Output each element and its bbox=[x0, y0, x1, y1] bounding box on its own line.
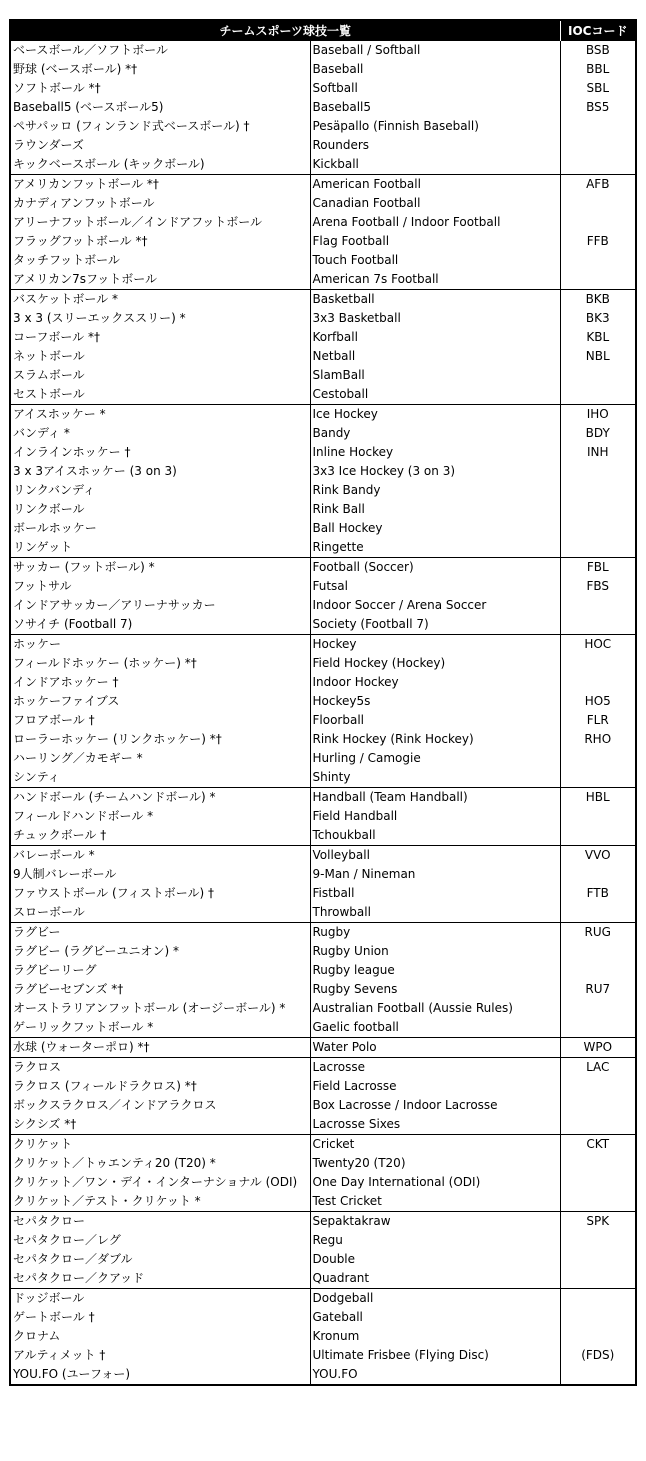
table-row bbox=[10, 1308, 636, 1327]
english-name-cell: Bandy bbox=[310, 424, 560, 443]
table-row bbox=[10, 405, 636, 425]
table-row bbox=[10, 538, 636, 558]
english-name-cell: Floorball bbox=[310, 711, 560, 730]
table-row bbox=[10, 980, 636, 999]
english-name-cell: Football (Soccer) bbox=[310, 558, 560, 578]
table-row bbox=[10, 443, 636, 462]
japanese-name-cell: ホッケー bbox=[10, 635, 310, 655]
table-row bbox=[10, 1231, 636, 1250]
table-row bbox=[10, 1346, 636, 1365]
english-name-cell: Double bbox=[310, 1250, 560, 1269]
english-name-cell: Society (Football 7) bbox=[310, 615, 560, 635]
ioc-code-cell bbox=[560, 500, 636, 519]
table-row bbox=[10, 1135, 636, 1155]
sports-table bbox=[9, 19, 637, 1386]
japanese-name-cell: ラクロス (フィールドラクロス) *† bbox=[10, 1077, 310, 1096]
ioc-code-cell bbox=[560, 136, 636, 155]
ioc-code-cell: IHO bbox=[560, 405, 636, 425]
ioc-code-header: IOCコード bbox=[560, 20, 636, 41]
table-row bbox=[10, 1269, 636, 1289]
ioc-code-cell bbox=[560, 942, 636, 961]
japanese-name-cell: クリケット bbox=[10, 1135, 310, 1155]
ioc-code-cell: SBL bbox=[560, 79, 636, 98]
english-name-cell: 3x3 Ice Hockey (3 on 3) bbox=[310, 462, 560, 481]
ioc-code-cell bbox=[560, 1115, 636, 1135]
table-row bbox=[10, 328, 636, 347]
japanese-name-cell: フラッグフットボール *† bbox=[10, 232, 310, 251]
japanese-name-cell: ゲートボール † bbox=[10, 1308, 310, 1327]
english-name-cell: Rugby league bbox=[310, 961, 560, 980]
ioc-code-cell: BSB bbox=[560, 41, 636, 60]
japanese-name-cell: ソサイチ (Football 7) bbox=[10, 615, 310, 635]
ioc-code-cell: BS5 bbox=[560, 98, 636, 117]
english-name-cell: Rounders bbox=[310, 136, 560, 155]
ioc-code-cell bbox=[560, 1365, 636, 1385]
japanese-name-cell: クロナム bbox=[10, 1327, 310, 1346]
english-name-cell: Kronum bbox=[310, 1327, 560, 1346]
english-name-cell: SlamBall bbox=[310, 366, 560, 385]
ioc-code-cell bbox=[560, 1269, 636, 1289]
english-name-cell: Baseball / Softball bbox=[310, 41, 560, 60]
ioc-code-cell bbox=[560, 270, 636, 290]
english-name-cell: Rugby Sevens bbox=[310, 980, 560, 999]
table-row bbox=[10, 232, 636, 251]
japanese-name-cell: 9人制バレーボール bbox=[10, 865, 310, 884]
japanese-name-cell: フィールドハンドボール * bbox=[10, 807, 310, 826]
ioc-code-cell: HO5 bbox=[560, 692, 636, 711]
japanese-name-cell: インドアサッカー／アリーナサッカー bbox=[10, 596, 310, 615]
english-name-cell: Test Cricket bbox=[310, 1192, 560, 1212]
japanese-name-cell: クリケット／トゥエンティ20 (T20) * bbox=[10, 1154, 310, 1173]
japanese-name-cell: フロアボール † bbox=[10, 711, 310, 730]
table-row bbox=[10, 500, 636, 519]
english-name-cell: Twenty20 (T20) bbox=[310, 1154, 560, 1173]
japanese-name-cell: ベースボール／ソフトボール bbox=[10, 41, 310, 60]
ioc-code-cell bbox=[560, 519, 636, 538]
english-name-cell: Ice Hockey bbox=[310, 405, 560, 425]
japanese-name-cell: コーフボール *† bbox=[10, 328, 310, 347]
ioc-code-cell: VVO bbox=[560, 846, 636, 866]
header-row bbox=[10, 20, 636, 41]
japanese-name-cell: YOU.FO (ユーフォー) bbox=[10, 1365, 310, 1385]
table-row bbox=[10, 270, 636, 290]
japanese-name-cell: キックベースボール (キックボール) bbox=[10, 155, 310, 175]
english-name-cell: Quadrant bbox=[310, 1269, 560, 1289]
table-row bbox=[10, 98, 636, 117]
table-row bbox=[10, 290, 636, 310]
ioc-code-cell bbox=[560, 1154, 636, 1173]
japanese-name-cell: シクシズ *† bbox=[10, 1115, 310, 1135]
english-name-cell: Hockey5s bbox=[310, 692, 560, 711]
ioc-code-cell bbox=[560, 768, 636, 788]
japanese-name-cell: シンティ bbox=[10, 768, 310, 788]
japanese-name-cell: スラムボール bbox=[10, 366, 310, 385]
table-row bbox=[10, 1058, 636, 1078]
japanese-name-cell: ホッケーファイブス bbox=[10, 692, 310, 711]
japanese-name-cell: ボックスラクロス／インドアラクロス bbox=[10, 1096, 310, 1115]
english-name-cell: Touch Football bbox=[310, 251, 560, 270]
japanese-name-cell: ラグビーセブンズ *† bbox=[10, 980, 310, 999]
table-row bbox=[10, 1212, 636, 1232]
english-name-cell: Rugby bbox=[310, 923, 560, 943]
ioc-code-cell bbox=[560, 596, 636, 615]
ioc-code-cell bbox=[560, 999, 636, 1018]
japanese-name-cell: 3 x 3アイスホッケー (3 on 3) bbox=[10, 462, 310, 481]
table-row bbox=[10, 481, 636, 500]
japanese-name-cell: 野球 (ベースボール) *† bbox=[10, 60, 310, 79]
japanese-name-cell: フィールドホッケー (ホッケー) *† bbox=[10, 654, 310, 673]
english-name-cell: Ringette bbox=[310, 538, 560, 558]
table-row bbox=[10, 175, 636, 195]
ioc-code-cell: FTB bbox=[560, 884, 636, 903]
japanese-name-cell: ソフトボール *† bbox=[10, 79, 310, 98]
japanese-name-cell: ゲーリックフットボール * bbox=[10, 1018, 310, 1038]
english-name-cell: Hockey bbox=[310, 635, 560, 655]
ioc-code-cell bbox=[560, 961, 636, 980]
table-row bbox=[10, 788, 636, 808]
english-name-cell: Field Hockey (Hockey) bbox=[310, 654, 560, 673]
english-name-cell: One Day International (ODI) bbox=[310, 1173, 560, 1192]
ioc-code-cell: KBL bbox=[560, 328, 636, 347]
ioc-code-cell bbox=[560, 865, 636, 884]
english-name-cell: Flag Football bbox=[310, 232, 560, 251]
table-row bbox=[10, 615, 636, 635]
table-row bbox=[10, 41, 636, 60]
ioc-code-cell: AFB bbox=[560, 175, 636, 195]
table-row bbox=[10, 942, 636, 961]
table-row bbox=[10, 60, 636, 79]
table-row bbox=[10, 136, 636, 155]
ioc-code-cell: BBL bbox=[560, 60, 636, 79]
japanese-name-cell: セパタクロー／ダブル bbox=[10, 1250, 310, 1269]
english-name-cell: 3x3 Basketball bbox=[310, 309, 560, 328]
ioc-code-cell: NBL bbox=[560, 347, 636, 366]
table-body bbox=[10, 41, 636, 1385]
table-row bbox=[10, 1018, 636, 1038]
table-row bbox=[10, 596, 636, 615]
ioc-code-cell bbox=[560, 1250, 636, 1269]
japanese-name-cell: ファウストボール (フィストボール) † bbox=[10, 884, 310, 903]
english-name-cell: YOU.FO bbox=[310, 1365, 560, 1385]
ioc-code-cell bbox=[560, 194, 636, 213]
ioc-code-cell bbox=[560, 749, 636, 768]
table-row bbox=[10, 155, 636, 175]
table-row bbox=[10, 558, 636, 578]
ioc-code-cell bbox=[560, 1096, 636, 1115]
english-name-cell: Australian Football (Aussie Rules) bbox=[310, 999, 560, 1018]
table-row bbox=[10, 999, 636, 1018]
ioc-code-cell: RU7 bbox=[560, 980, 636, 999]
japanese-name-cell: チュックボール † bbox=[10, 826, 310, 846]
table-row bbox=[10, 1173, 636, 1192]
english-name-cell: Indoor Soccer / Arena Soccer bbox=[310, 596, 560, 615]
table-row bbox=[10, 807, 636, 826]
japanese-name-cell: セパタクロー bbox=[10, 1212, 310, 1232]
japanese-name-cell: 3 x 3 (スリーエックススリー) * bbox=[10, 309, 310, 328]
english-name-cell: Indoor Hockey bbox=[310, 673, 560, 692]
english-name-cell: Box Lacrosse / Indoor Lacrosse bbox=[310, 1096, 560, 1115]
japanese-name-cell: ラグビーリーグ bbox=[10, 961, 310, 980]
japanese-name-cell: クリケット／テスト・クリケット * bbox=[10, 1192, 310, 1212]
japanese-name-cell: バンディ * bbox=[10, 424, 310, 443]
table-row bbox=[10, 673, 636, 692]
ioc-code-cell: CKT bbox=[560, 1135, 636, 1155]
table-header bbox=[10, 20, 636, 41]
japanese-name-cell: オーストラリアンフットボール (オージーボール) * bbox=[10, 999, 310, 1018]
table-row bbox=[10, 826, 636, 846]
ioc-code-cell: FBS bbox=[560, 577, 636, 596]
ioc-code-cell: LAC bbox=[560, 1058, 636, 1078]
ioc-code-cell: RHO bbox=[560, 730, 636, 749]
ioc-code-cell bbox=[560, 462, 636, 481]
ioc-code-cell: RUG bbox=[560, 923, 636, 943]
table-row bbox=[10, 347, 636, 366]
japanese-name-cell: アメリカンフットボール *† bbox=[10, 175, 310, 195]
ioc-code-cell bbox=[560, 213, 636, 232]
english-name-cell: Rink Hockey (Rink Hockey) bbox=[310, 730, 560, 749]
table-row bbox=[10, 1327, 636, 1346]
table-row bbox=[10, 923, 636, 943]
english-name-cell: Throwball bbox=[310, 903, 560, 923]
ioc-code-cell bbox=[560, 1192, 636, 1212]
english-name-cell: Sepaktakraw bbox=[310, 1212, 560, 1232]
table-row bbox=[10, 1192, 636, 1212]
japanese-name-cell: カナディアンフットボール bbox=[10, 194, 310, 213]
english-name-cell: Field Lacrosse bbox=[310, 1077, 560, 1096]
table-row bbox=[10, 213, 636, 232]
ioc-code-cell: FBL bbox=[560, 558, 636, 578]
table-row bbox=[10, 1154, 636, 1173]
ioc-code-cell: BDY bbox=[560, 424, 636, 443]
english-name-cell: Volleyball bbox=[310, 846, 560, 866]
japanese-name-cell: アイスホッケー * bbox=[10, 405, 310, 425]
table-row bbox=[10, 903, 636, 923]
table-row bbox=[10, 79, 636, 98]
japanese-name-cell: アルティメット † bbox=[10, 1346, 310, 1365]
japanese-name-cell: ハーリング／カモギー * bbox=[10, 749, 310, 768]
table-row bbox=[10, 1038, 636, 1058]
english-name-cell: Canadian Football bbox=[310, 194, 560, 213]
table-row bbox=[10, 711, 636, 730]
table-row bbox=[10, 194, 636, 213]
japanese-name-cell: セパタクロー／クアッド bbox=[10, 1269, 310, 1289]
table-title: チームスポーツ球技一覧 bbox=[10, 20, 560, 41]
english-name-cell: Inline Hockey bbox=[310, 443, 560, 462]
table-row bbox=[10, 251, 636, 270]
japanese-name-cell: ローラーホッケー (リンクホッケー) *† bbox=[10, 730, 310, 749]
japanese-name-cell: ハンドボール (チームハンドボール) * bbox=[10, 788, 310, 808]
ioc-code-cell bbox=[560, 117, 636, 136]
ioc-code-cell bbox=[560, 1289, 636, 1309]
ioc-code-cell bbox=[560, 1327, 636, 1346]
table-row bbox=[10, 654, 636, 673]
ioc-code-cell bbox=[560, 251, 636, 270]
table-row bbox=[10, 846, 636, 866]
japanese-name-cell: Baseball5 (ベースボール5) bbox=[10, 98, 310, 117]
english-name-cell: Baseball5 bbox=[310, 98, 560, 117]
table-row bbox=[10, 309, 636, 328]
ioc-code-cell bbox=[560, 538, 636, 558]
japanese-name-cell: ドッジボール bbox=[10, 1289, 310, 1309]
ioc-code-cell: FFB bbox=[560, 232, 636, 251]
japanese-name-cell: ペサパッロ (フィンランド式ベースボール) † bbox=[10, 117, 310, 136]
english-name-cell: Tchoukball bbox=[310, 826, 560, 846]
japanese-name-cell: タッチフットボール bbox=[10, 251, 310, 270]
table-row bbox=[10, 730, 636, 749]
ioc-code-cell: SPK bbox=[560, 1212, 636, 1232]
english-name-cell: Pesäpallo (Finnish Baseball) bbox=[310, 117, 560, 136]
table-row bbox=[10, 1250, 636, 1269]
ioc-code-cell: HBL bbox=[560, 788, 636, 808]
english-name-cell: Lacrosse Sixes bbox=[310, 1115, 560, 1135]
english-name-cell: Cestoball bbox=[310, 385, 560, 405]
english-name-cell: Rugby Union bbox=[310, 942, 560, 961]
english-name-cell: American 7s Football bbox=[310, 270, 560, 290]
ioc-code-cell: FLR bbox=[560, 711, 636, 730]
english-name-cell: Rink Ball bbox=[310, 500, 560, 519]
ioc-code-cell bbox=[560, 481, 636, 500]
japanese-name-cell: スローボール bbox=[10, 903, 310, 923]
ioc-code-cell bbox=[560, 1231, 636, 1250]
japanese-name-cell: ラグビー bbox=[10, 923, 310, 943]
english-name-cell: Water Polo bbox=[310, 1038, 560, 1058]
english-name-cell: Regu bbox=[310, 1231, 560, 1250]
english-name-cell: Fistball bbox=[310, 884, 560, 903]
english-name-cell: Korfball bbox=[310, 328, 560, 347]
japanese-name-cell: バスケットボール * bbox=[10, 290, 310, 310]
english-name-cell: Shinty bbox=[310, 768, 560, 788]
english-name-cell: Gaelic football bbox=[310, 1018, 560, 1038]
ioc-code-cell: HOC bbox=[560, 635, 636, 655]
english-name-cell: Hurling / Camogie bbox=[310, 749, 560, 768]
english-name-cell: Cricket bbox=[310, 1135, 560, 1155]
japanese-name-cell: クリケット／ワン・デイ・インターナショナル (ODI) bbox=[10, 1173, 310, 1192]
english-name-cell: American Football bbox=[310, 175, 560, 195]
ioc-code-cell bbox=[560, 903, 636, 923]
ioc-code-cell bbox=[560, 366, 636, 385]
ioc-code-cell: BKB bbox=[560, 290, 636, 310]
ioc-code-cell bbox=[560, 654, 636, 673]
japanese-name-cell: セストボール bbox=[10, 385, 310, 405]
english-name-cell: Futsal bbox=[310, 577, 560, 596]
table-row bbox=[10, 1289, 636, 1309]
english-name-cell: Softball bbox=[310, 79, 560, 98]
ioc-code-cell bbox=[560, 673, 636, 692]
table-row bbox=[10, 768, 636, 788]
table-row bbox=[10, 385, 636, 405]
ioc-code-cell: INH bbox=[560, 443, 636, 462]
ioc-code-cell bbox=[560, 615, 636, 635]
japanese-name-cell: ラウンダーズ bbox=[10, 136, 310, 155]
table-row bbox=[10, 424, 636, 443]
japanese-name-cell: フットサル bbox=[10, 577, 310, 596]
english-name-cell: Basketball bbox=[310, 290, 560, 310]
ioc-code-cell: BK3 bbox=[560, 309, 636, 328]
japanese-name-cell: インラインホッケー † bbox=[10, 443, 310, 462]
table-row bbox=[10, 462, 636, 481]
english-name-cell: Rink Bandy bbox=[310, 481, 560, 500]
ioc-code-cell bbox=[560, 385, 636, 405]
ioc-code-cell bbox=[560, 155, 636, 175]
english-name-cell: Baseball bbox=[310, 60, 560, 79]
japanese-name-cell: ネットボール bbox=[10, 347, 310, 366]
japanese-name-cell: ラグビー (ラグビーユニオン) * bbox=[10, 942, 310, 961]
ioc-code-cell bbox=[560, 807, 636, 826]
table-row bbox=[10, 635, 636, 655]
japanese-name-cell: ラクロス bbox=[10, 1058, 310, 1078]
table-row bbox=[10, 865, 636, 884]
japanese-name-cell: アリーナフットボール／インドアフットボール bbox=[10, 213, 310, 232]
japanese-name-cell: バレーボール * bbox=[10, 846, 310, 866]
japanese-name-cell: リンクボール bbox=[10, 500, 310, 519]
english-name-cell: Arena Football / Indoor Football bbox=[310, 213, 560, 232]
english-name-cell: Netball bbox=[310, 347, 560, 366]
japanese-name-cell: インドアホッケー † bbox=[10, 673, 310, 692]
english-name-cell: Handball (Team Handball) bbox=[310, 788, 560, 808]
japanese-name-cell: ボールホッケー bbox=[10, 519, 310, 538]
ioc-code-cell bbox=[560, 1173, 636, 1192]
english-name-cell: Field Handball bbox=[310, 807, 560, 826]
ioc-code-cell bbox=[560, 826, 636, 846]
english-name-cell: Lacrosse bbox=[310, 1058, 560, 1078]
english-name-cell: Ball Hockey bbox=[310, 519, 560, 538]
english-name-cell: Kickball bbox=[310, 155, 560, 175]
table-row bbox=[10, 366, 636, 385]
ioc-code-cell bbox=[560, 1018, 636, 1038]
ioc-code-cell: WPO bbox=[560, 1038, 636, 1058]
table-row bbox=[10, 1115, 636, 1135]
table-row bbox=[10, 1365, 636, 1385]
ioc-code-cell bbox=[560, 1308, 636, 1327]
english-name-cell: Dodgeball bbox=[310, 1289, 560, 1309]
table-row bbox=[10, 117, 636, 136]
japanese-name-cell: セパタクロー／レグ bbox=[10, 1231, 310, 1250]
table-row bbox=[10, 1077, 636, 1096]
japanese-name-cell: リンクバンディ bbox=[10, 481, 310, 500]
table-row bbox=[10, 961, 636, 980]
english-name-cell: Gateball bbox=[310, 1308, 560, 1327]
table-row bbox=[10, 1096, 636, 1115]
ioc-code-cell bbox=[560, 1077, 636, 1096]
english-name-cell: 9-Man / Nineman bbox=[310, 865, 560, 884]
japanese-name-cell: アメリカン7sフットボール bbox=[10, 270, 310, 290]
table-row bbox=[10, 749, 636, 768]
table-row bbox=[10, 519, 636, 538]
table-row bbox=[10, 884, 636, 903]
table-row bbox=[10, 577, 636, 596]
ioc-code-cell: (FDS) bbox=[560, 1346, 636, 1365]
japanese-name-cell: サッカー (フットボール) * bbox=[10, 558, 310, 578]
english-name-cell: Ultimate Frisbee (Flying Disc) bbox=[310, 1346, 560, 1365]
table-row bbox=[10, 692, 636, 711]
japanese-name-cell: 水球 (ウォーターポロ) *† bbox=[10, 1038, 310, 1058]
japanese-name-cell: リンゲット bbox=[10, 538, 310, 558]
